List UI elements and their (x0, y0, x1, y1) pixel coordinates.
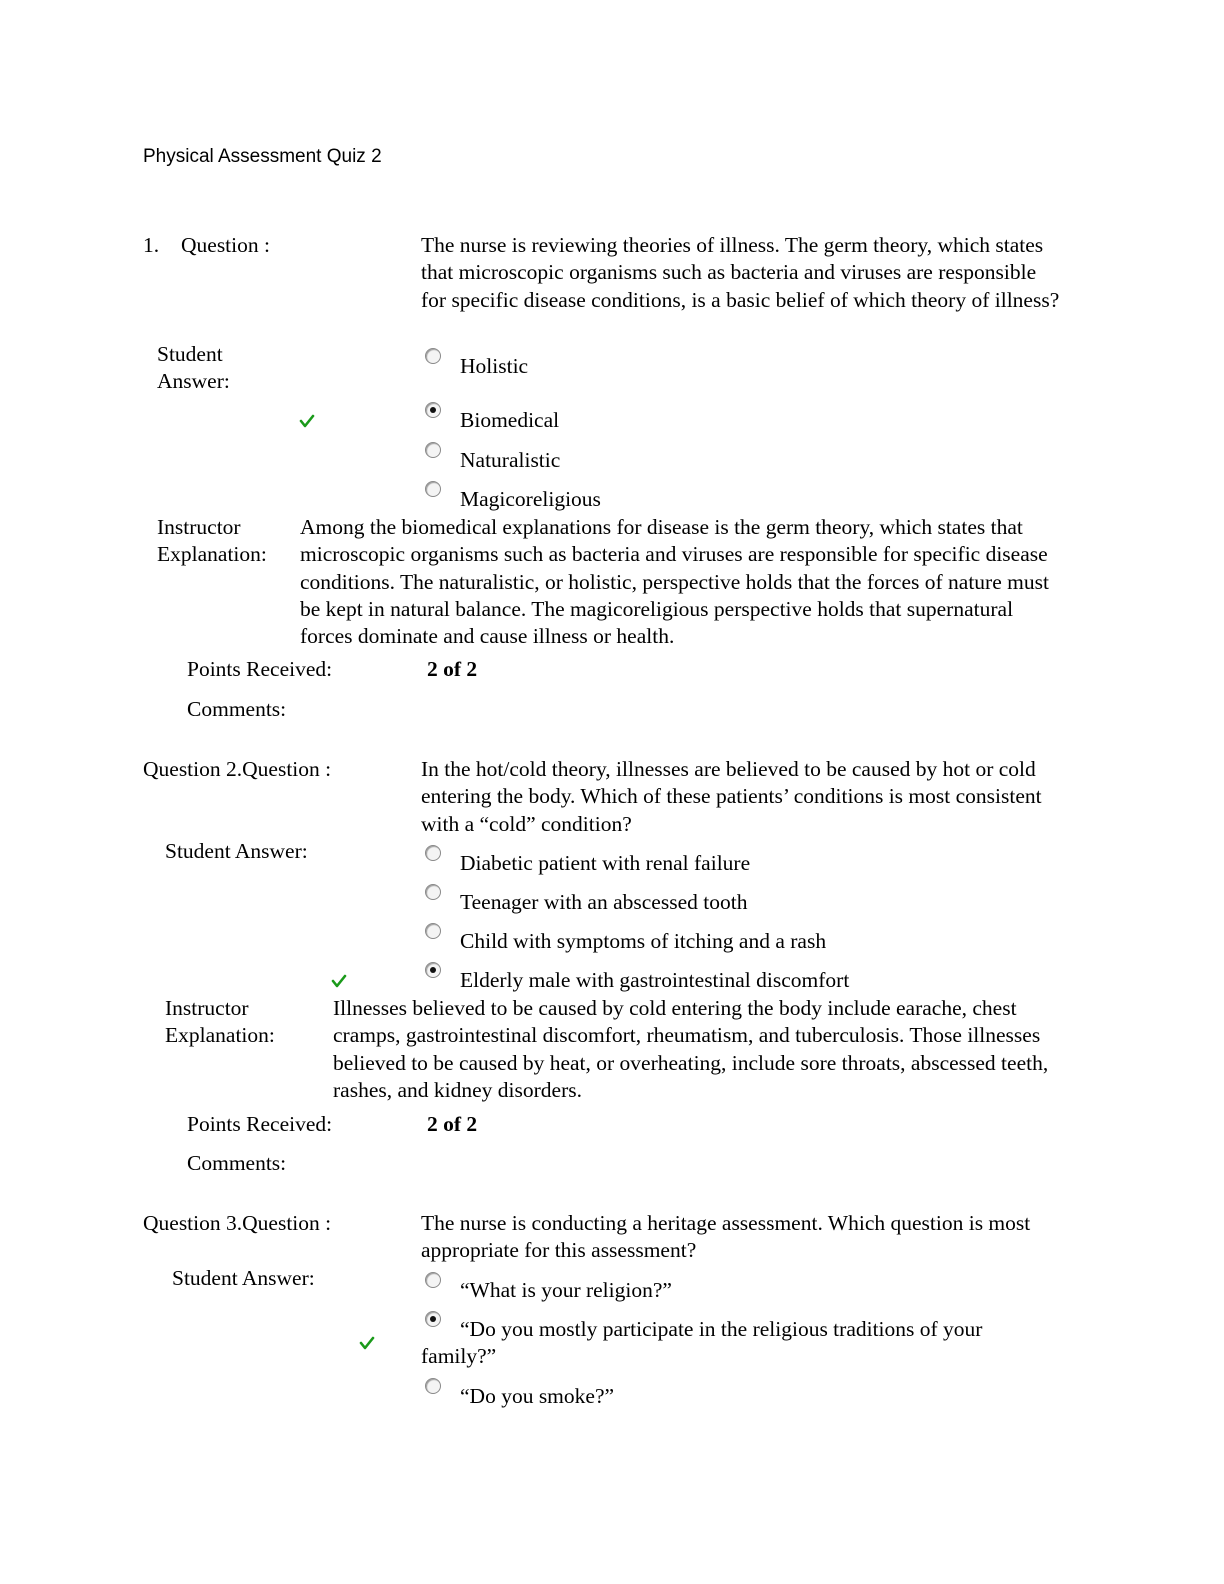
q2-option-1-radio[interactable] (425, 845, 441, 861)
q3-option-2: “Do you mostly participate in the religious traditions of your (460, 1317, 983, 1341)
q1-option-3: Naturalistic (460, 448, 561, 472)
q3-option-2-continuation: family?” (421, 1344, 497, 1368)
q2-option-2-radio[interactable] (425, 884, 441, 900)
q2-option-3-radio[interactable] (425, 923, 441, 939)
q2-option-1: Diabetic patient with renal failure (460, 851, 751, 875)
q3-option-3: “Do you smoke?” (460, 1384, 615, 1408)
q1-option-2: Biomedical (460, 408, 560, 432)
q3-question-label: Question 3.Question : (143, 1211, 332, 1235)
q3-correct-check-icon (359, 1335, 375, 1351)
q1-question-label: Question : (181, 233, 270, 257)
q2-option-2: Teenager with an abscessed tooth (460, 890, 748, 914)
q1-option-4: Magicoreligious (460, 487, 601, 511)
q2-comments-label: Comments: (187, 1151, 287, 1175)
q2-explanation-label: Instructor (165, 996, 249, 1020)
q1-points-value: 2 of 2 (427, 657, 478, 681)
q2-explanation-text: Illnesses believed to be caused by cold entering the body include earache, chest cramps, gastrointestinal discomfort, rheumatism, and tuberculosis. Those illnesses believed to be caused by heat, or overheating, include sore throats, abscessed teeth, rashes, and kidney disorders. (333, 996, 1049, 1102)
q1-option-4-radio[interactable] (425, 481, 441, 497)
q3-question-text: The nurse is conducting a heritage assessment. Which question is most appropriate for this assessment? (421, 1211, 1031, 1263)
q2-option-4: Elderly male with gastrointestinal discomfort (460, 968, 850, 992)
q1-option-2-radio[interactable] (425, 402, 441, 418)
q2-option-4-radio[interactable] (425, 962, 441, 978)
q1-correct-check-icon (299, 413, 315, 429)
q2-points-value: 2 of 2 (427, 1112, 478, 1136)
q3-option-1-radio[interactable] (425, 1272, 441, 1288)
q1-comments-label: Comments: (187, 697, 287, 721)
q1-option-1-radio[interactable] (425, 348, 441, 364)
q1-explanation-label: Instructor (157, 515, 241, 539)
q3-option-1: “What is your religion?” (460, 1278, 672, 1302)
q1-question-text: The nurse is reviewing theories of illness. The germ theory, which states that microscopic organisms such as bacteria and viruses are responsible for specific disease conditions, is a basic belief of which theory of illness? (421, 233, 1060, 312)
q1-explanation-label-2: Explanation: (157, 542, 267, 566)
q1-student-answer-label: Student (157, 342, 223, 366)
q1-option-3-radio[interactable] (425, 442, 441, 458)
q3-option-3-radio[interactable] (425, 1378, 441, 1394)
q2-explanation-label-2: Explanation: (165, 1023, 275, 1047)
q2-question-text: In the hot/cold theory, illnesses are believed to be caused by hot or cold entering the body. Which of these patients’ conditions is most consistent with a “cold” condition? (421, 757, 1042, 836)
q1-number: 1. (143, 233, 160, 257)
q1-option-1: Holistic (460, 354, 529, 378)
q2-question-label: Question 2.Question : (143, 757, 332, 781)
q1-explanation-text: Among the biomedical explanations for disease is the germ theory, which states that microscopic organisms such as bacteria and viruses are responsible for specific disease conditions. The naturalistic, or holistic, perspective holds that the forces of nature must be kept in natural balance. The magicoreligious perspective holds that supernatural forces dominate and cause illness or health. (300, 515, 1049, 649)
q3-option-2-radio[interactable] (425, 1311, 441, 1327)
q2-correct-check-icon (331, 973, 347, 989)
document-title: Physical Assessment Quiz 2 (143, 146, 382, 167)
q2-student-answer-label: Student Answer: (165, 839, 308, 863)
q1-points-label: Points Received: (187, 657, 333, 681)
q2-option-3: Child with symptoms of itching and a rash (460, 929, 827, 953)
q2-points-label: Points Received: (187, 1112, 333, 1136)
q3-student-answer-label: Student Answer: (172, 1266, 315, 1290)
q1-student-answer-label-2: Answer: (157, 369, 230, 393)
